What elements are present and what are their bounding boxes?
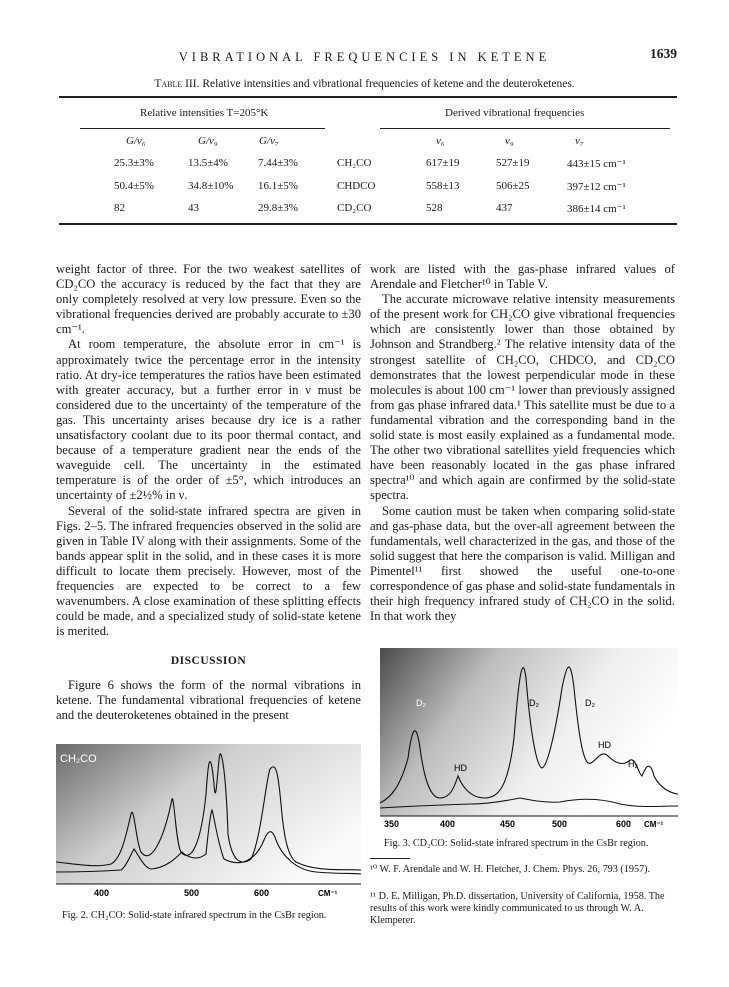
tick-label: 400 <box>94 888 110 898</box>
col-head: G/ν₉ <box>198 135 218 147</box>
table-cell: 16.1±5% <box>258 180 298 192</box>
tick-label: 450 <box>500 819 516 829</box>
paragraph: At room temperature, the absolute error in cm⁻¹ is approximately twice the percentage error in the intensity ratio. At dry-ice temperatures the ratios have been estimated with greater accuracy, but a further error in ν must be considered due to the uncertainty of the temperature of the gas. This uncertainty arises because dry ice is a rather unsatisfactory coolant due to its poor thermal contact, and because of a temperature gradient near the ends of the waveguide cell. The uncertainty in the estimated temperature is of the order of ±5°, which introduces an uncertainty of ±2½% in ν. <box>56 337 361 503</box>
col-head: G/ν₆ <box>126 135 146 147</box>
tick-label: 500 <box>184 888 200 898</box>
figure-2-corner-label: CH₂CO <box>60 753 97 765</box>
table-cell: 558±13 <box>426 180 460 192</box>
footnote: ¹⁰ W. F. Arendale and W. H. Fletcher, J. Chem. Phys. 26, 793 (1957). <box>370 864 651 875</box>
table-cell: 43 <box>188 202 199 214</box>
table-cell: 50.4±5% <box>114 180 154 192</box>
paragraph: work are listed with the gas-phase infrared values of Arendale and Fletcher¹⁰ in Table V. <box>370 262 675 292</box>
section-heading: DISCUSSION <box>170 655 247 667</box>
table-caption-label: Table III. <box>154 78 200 90</box>
table-cell: 437 <box>496 202 513 214</box>
table-cell: 527±19 <box>496 157 530 169</box>
table-cell: CH₂CO <box>337 157 372 169</box>
table-cell: 13.5±4% <box>188 157 228 169</box>
table-top-rule <box>59 96 677 98</box>
table-cell: 386±14 cm⁻¹ <box>567 203 626 215</box>
table-group-left: Relative intensities T=205°K <box>140 107 269 119</box>
tick-label: 600 <box>616 819 632 829</box>
col-head: ν₆ <box>436 135 445 147</box>
figure-3-background <box>380 648 678 816</box>
page-number: 1639 <box>650 46 677 61</box>
table-caption-text: Relative intensities and vibrational frequencies of ketene and the deuteroketenes. <box>202 78 575 90</box>
peak-label: HD <box>598 740 611 750</box>
figure-2-caption: Fig. 2. CH₂CO: Solid-state infrared spectrum in the CsBr region. <box>62 910 327 921</box>
table-caption <box>0 78 729 90</box>
discussion-text <box>56 678 361 723</box>
table-cell: 443±15 cm⁻¹ <box>567 158 626 170</box>
peak-label: D₂ <box>529 698 539 708</box>
peak-label: D₂ <box>585 698 595 708</box>
table-group-rule-right <box>380 128 670 129</box>
table-cell: 34.8±10% <box>188 180 234 192</box>
peak-label: H₂ <box>628 759 638 769</box>
col-head: ν₇ <box>575 135 584 147</box>
table-cell: 82 <box>114 202 125 214</box>
paragraph: Several of the solid-state infrared spectra are given in Figs. 2–5. The infrared frequencies observed in the solid are given in Table IV along with their assignments. Some of the bands appear split in the solid, and in these cases it is more difficult to locate them precisely. However, most of the frequencies are expected to be correct to a few wavenumbers. A close examination of these splitting effects could be made, and a specialized study of solid-state ketene is merited. <box>56 503 361 639</box>
table-cell: 397±12 cm⁻¹ <box>567 181 626 193</box>
table-cell: 25.3±3% <box>114 157 154 169</box>
footnote: ¹¹ D. E. Milligan, Ph.D. dissertation, University of California, 1958. The results of this work were kindly communicated to us through W. A. Klemperer. <box>370 891 665 926</box>
figure-3-spectrum <box>380 648 678 830</box>
table-group-rule-left <box>80 128 325 129</box>
tick-label: CM⁻¹ <box>318 889 338 898</box>
left-column-text <box>56 262 361 639</box>
col-head: G/ν₇ <box>259 135 279 147</box>
running-head: VIBRATIONAL FREQUENCIES IN KETENE <box>178 50 551 64</box>
paragraph: The accurate microwave relative intensity measurements of the present work for CH₂CO give vibrational frequencies which are consistently lower than those obtained by Johnson and Strandberg.² The relative intensity data of the strongest satellite of CH₂CO, CHDCO, and CD₂CO demonstrates that the lowest perpendicular mode in these molecules is about 100 cm⁻¹ lower than previously assigned from gas phase infrared data.¹ This satellite must be due to a fundamental vibration and the corresponding band in the solid state is most easily explained as a fundamental mode. The other two vibrational satellites yield frequencies which have been reasonably located in the gas phase infrared spectra¹⁰ and which again are confirmed by the solid-state spectra. <box>370 292 675 503</box>
paragraph: Figure 6 shows the form of the normal vibrations in ketene. The fundamental vibrational frequencies of ketene and the deuteroketenes obtained in the present <box>56 678 361 723</box>
footnote-rule <box>370 858 410 859</box>
table-cell: 7.44±3% <box>258 157 298 169</box>
table-cell: 617±19 <box>426 157 460 169</box>
paragraph: Some caution must be taken when comparing solid-state and gas-phase data, but the over-all agreement between the fundamentals, well characterized in the gas, and those of the solid suggest that here the comparison is valid. Milligan and Pimentel¹¹ first showed the useful one-to-one correspondence of gas phase and solid-state fundamentals in their high frequency infrared study of CH₂CO in the solid. In that work they <box>370 503 675 624</box>
peak-label: D₂ <box>416 698 426 708</box>
right-column-text <box>370 262 675 624</box>
table-cell: 29.8±3% <box>258 202 298 214</box>
tick-label: CM⁻¹ <box>644 820 664 829</box>
table-cell: 506±25 <box>496 180 530 192</box>
table-group-right: Derived vibrational frequencies <box>445 107 585 119</box>
figure-3-caption: Fig. 3. CD₂CO: Solid-state infrared spectrum in the CsBr region. <box>384 838 649 849</box>
table-cell: CHDCO <box>337 180 376 192</box>
peak-label: HD <box>454 763 467 773</box>
table-bottom-rule <box>59 223 677 225</box>
paragraph: weight factor of three. For the two weakest satellites of CD₂CO the accuracy is reduced by the fact that they are only completely resolved at very low pressure. Even so the vibrational frequencies derived are probably accurate to ±30 cm⁻¹. <box>56 262 361 337</box>
tick-label: 500 <box>552 819 568 829</box>
table-cell: 528 <box>426 202 443 214</box>
col-head: ν₉ <box>505 135 514 147</box>
tick-label: 600 <box>254 888 270 898</box>
table-cell: CD₂CO <box>337 202 372 214</box>
tick-label: 350 <box>384 819 400 829</box>
tick-label: 400 <box>440 819 456 829</box>
figure-2-spectrum <box>56 744 361 902</box>
